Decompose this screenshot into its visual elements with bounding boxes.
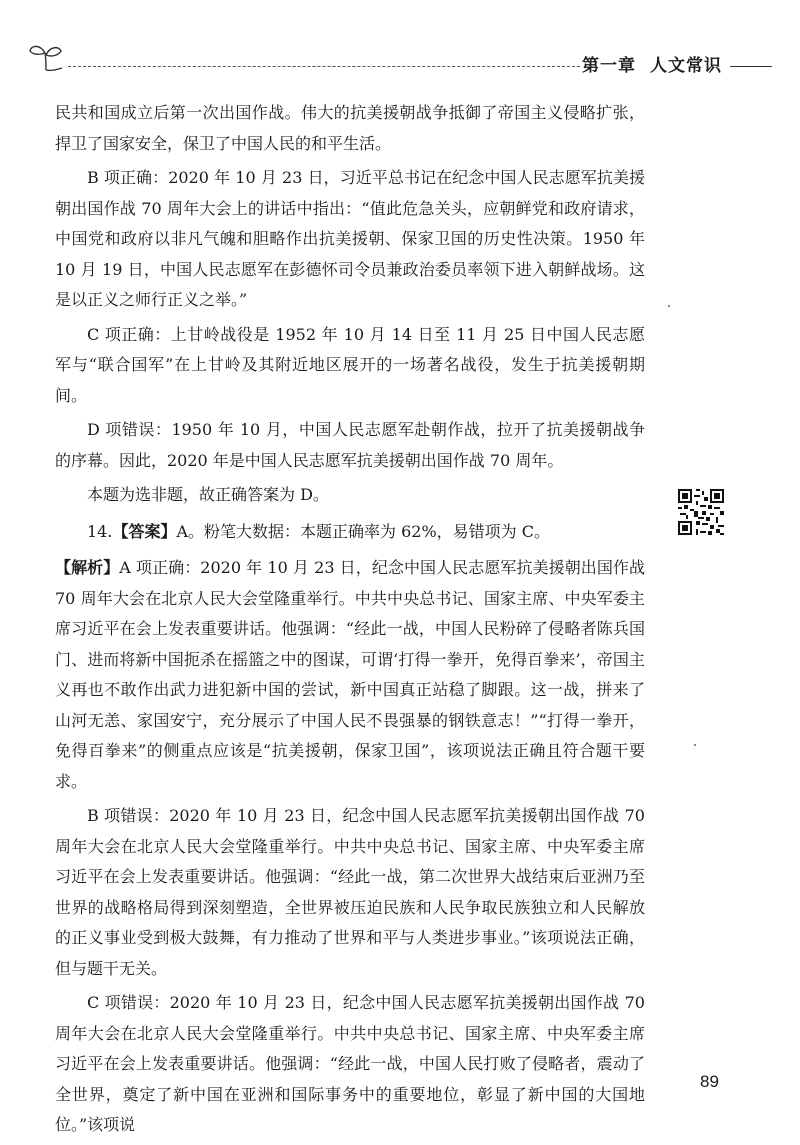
chapter-number: 第一章 — [582, 56, 636, 76]
question-number: 14. — [87, 521, 113, 541]
page-body — [55, 98, 645, 1145]
sprout-icon — [28, 40, 64, 74]
page-number: 89 — [700, 1072, 719, 1091]
scan-speck — [694, 744, 696, 746]
analysis-option-a: 【解析】A 项正确：2020 年 10 月 23 日，纪念中国人民志愿军抗美援朝出国作战 70 周年大会在北京人民大会堂隆重举行。中共中央总书记、国家主席、中央军委主席习近平在会上发表重要讲话。他强调：“经此一战，中国人民粉碎了侵略者陈兵国门、进而将新中国扼杀在摇篮之中的图谋，可谓‘打得一拳开，免得百拳来’，帝国主义再也不敢作出武力进犯新中国的尝试，新中国真正站稳了脚跟。这一战，拼来了山河无恙、家国安宁，充分展示了中国人民不畏强暴的钢铁意志！”“打得一拳开，免得百拳来”的侧重点应该是“抗美援朝，保家卫国”，该项说法正确且符合题干要求。 — [55, 558, 645, 791]
analysis-option-c: C 项错误：2020 年 10 月 23 日，纪念中国人民志愿军抗美援朝出国作战 70 周年大会在北京人民大会堂隆重举行。中共中央总书记、国家主席、中央军委主席习近平在会上发表重要讲话。他强调：“经此一战，中国人民打败了侵略者，震动了全世界，奠定了新中国在亚洲和国际事务中的重要地位，彰显了新中国的大国地位。”该项说 — [55, 993, 645, 1134]
paragraph-option-c: C 项正确：上甘岭战役是 1952 年 10 月 14 日至 11 月 25 日中国人民志愿军与“联合国军”在上甘岭及其附近地区展开的一场著名战役，发生于抗美援朝期间。 — [55, 324, 645, 405]
qr-code-icon[interactable] — [676, 487, 726, 537]
paragraph-option-b: B 项正确：2020 年 10 月 23 日，习近平总书记在纪念中国人民志愿军抗美援朝出国作战 70 周年大会上的讲话中指出：“值此危急关头，应朝鲜党和政府请求，中国党和政府以非凡气魄和胆略作出抗美援朝、保家卫国的历史性决策。1950 年 10 月 19 日，中国人民志愿军在彭德怀司令员兼政治委员率领下进入朝鲜战场。这是以正义之师行正义之举。” — [55, 168, 645, 309]
scan-speck — [668, 305, 670, 307]
paragraph-conclusion: 本题为选非题，故正确答案为 D。 — [87, 485, 329, 504]
paragraph-option-d: D 项错误：1950 年 10 月，中国人民志愿军赴朝作战，拉开了抗美援朝战争的序幕。因此，2020 年是中国人民志愿军抗美援朝出国作战 70 周年。 — [55, 420, 645, 470]
chapter-title: 人文常识 — [650, 56, 722, 76]
running-header — [28, 40, 772, 80]
paragraph-continued: 民共和国成立后第一次出国作战。伟大的抗美援朝战争抵御了帝国主义侵略扩张，捍卫了国家安全，保卫了中国人民的和平生活。 — [55, 103, 645, 153]
answer-line: 14.【答案】A。粉笔大数据：本题正确率为 62%，易错项为 C。 — [87, 521, 551, 541]
analysis-tag: 【解析】 — [55, 558, 120, 577]
chapter-heading — [582, 51, 722, 76]
header-solid-rule — [730, 66, 772, 67]
analysis-option-b: B 项错误：2020 年 10 月 23 日，纪念中国人民志愿军抗美援朝出国作战 70 周年大会在北京人民大会堂隆重举行。中共中央总书记、国家主席、中央军委主席习近平在会上发表重要讲话。他强调：“经此一战，第二次世界大战结束后亚洲乃至世界的战略格局得到深刻塑造，全世界被压迫民族和人民争取民族独立和人民解放的正义事业受到极大鼓舞，有力推动了世界和平与人类进步事业。”该项说法正确，但与题干无关。 — [55, 806, 645, 978]
header-dashed-rule — [68, 66, 580, 67]
answer-tag: 【答案】 — [112, 521, 177, 541]
